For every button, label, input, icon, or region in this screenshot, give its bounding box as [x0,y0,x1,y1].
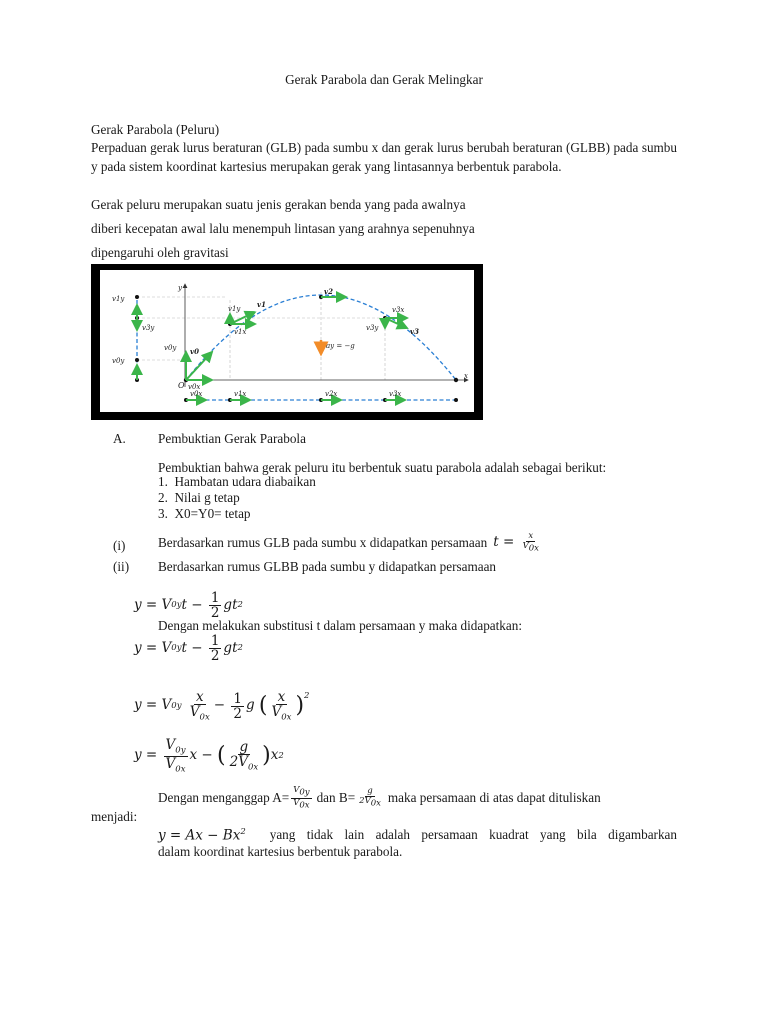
list-text: Nilai g tetap [174,490,240,505]
definition-line-3: dipengaruhi oleh gravitasi [91,245,229,260]
list-number: 1. [158,474,168,489]
v3y-label-left: v3y [142,324,155,332]
v3-label: v3 [410,327,419,336]
assume-text-4: menjadi: [91,809,138,824]
v0y-label: v0y [164,344,177,352]
coefficient-b: $\frac{g}{2V_{0x}}$ [359,786,381,809]
step-i-marker: (i) [113,538,126,553]
step-ii-marker: (ii) [113,559,130,574]
equation-simplified: y = $\frac{V_{0y}}{V_{0x}}$ x − ( $\frac{g}{2V_{0x}}$ ) x 2 [134,737,284,775]
v2-label: v2 [324,287,333,296]
equation-y-glbb-repeat: y = V 0y t − $\frac{1}{2}$ gt 2 [134,633,243,665]
equation-substituted: y = V 0y $\frac{x}{V_{0x}}$ − $\frac{1}{2}$ g ( $\frac{x}{V_{0x}}$ ) $^2$ [134,689,310,723]
list-text: X0=Y0= tetap [174,506,251,521]
section-heading: Gerak Parabola (Peluru) [91,122,220,137]
y-axis-label: y [178,284,182,292]
v1x-label: v1x [234,390,247,398]
figure-labels [112,284,468,398]
v0y-label-left: v0y [112,357,125,365]
definition-line-1: Gerak peluru merupakan suatu jenis gerakan benda yang pada awalnya [91,197,466,212]
v0x-label: v0x [190,390,203,398]
v3y-label: v3y [366,324,379,332]
assumption-sentence [158,786,601,810]
conclusion-text-2: dalam koordinat kartesius berbentuk parabola. [158,844,403,859]
ay-label: ay = −g [326,342,355,350]
section-heading-a: Pembuktian Gerak Parabola [158,431,306,446]
coefficient-a: $\frac{V_{0y}}{V_{0x}}$ [293,785,310,811]
list-number: 3. [158,506,168,521]
v1y-label: v1y [112,295,125,303]
list-item [158,490,316,506]
list-text: Hambatan udara diabaikan [174,474,316,489]
conclusion-text-1: yang tidak lain adalah persamaan kuadrat yang bila digambarkan [269,827,677,842]
assume-text-2: dan B= [316,790,356,806]
v1-label: v1 [257,300,266,309]
v3x-label: v3x [389,390,402,398]
section-marker: A. [113,431,126,446]
intro-paragraph: Perpaduan gerak lurus beraturan (GLB) pada sumbu x dan gerak lurus berubah beraturan (GLBB) pada sumbu y pada sistem koordinat kartesius merupakan gerak yang lintasannya berbentuk parabola. [91,140,677,174]
proof-intro: Pembuktian bahwa gerak peluru itu berbentuk suatu parabola adalah sebagai berikut: [158,460,607,475]
substitution-text: Dengan melakukan substitusi t dalam persamaan y maka didapatkan: [158,618,523,633]
equation-t: t = $\frac{x}{V_{0x}}$ [493,531,539,554]
step-ii-text: Berdasarkan rumus GLBB pada sumbu y didapatkan persamaan [158,559,497,574]
origin-label: O [178,381,185,390]
assume-text-3: maka persamaan di atas dapat dituliskan [387,790,601,806]
projectile-diagram [100,270,474,412]
list-number: 2. [158,490,168,505]
assumption-list [158,474,316,522]
v3x-label-top: v3x [392,306,405,314]
v1y-label-top: v1y [228,305,241,313]
page-title: Gerak Parabola dan Gerak Melingkar [285,72,483,87]
projectile-motion-figure [91,264,483,420]
definition-line-2: diberi kecepatan awal lalu menempuh lintasan yang arahnya sepenuhnya [91,221,475,236]
equation-y-glbb: y = V 0y t − $\frac{1}{2}$ gt 2 [134,590,243,622]
step-i [158,532,543,554]
list-item [158,506,316,522]
list-item [158,474,316,490]
equation-quadratic: $y = Ax - Bx^2$ [158,826,246,843]
v0-label: v0 [190,347,199,356]
x-axis-label: x [464,372,468,380]
v0x-label-axis: v0x [188,383,201,391]
v1x-label-mid: v1x [234,328,247,336]
step-i-text: Berdasarkan rumus GLB pada sumbu x didapatkan persamaan [158,535,488,551]
assume-text-1: Dengan menganggap A= [158,790,290,806]
conclusion-line-1 [158,826,677,845]
v2x-label: v2x [325,390,338,398]
